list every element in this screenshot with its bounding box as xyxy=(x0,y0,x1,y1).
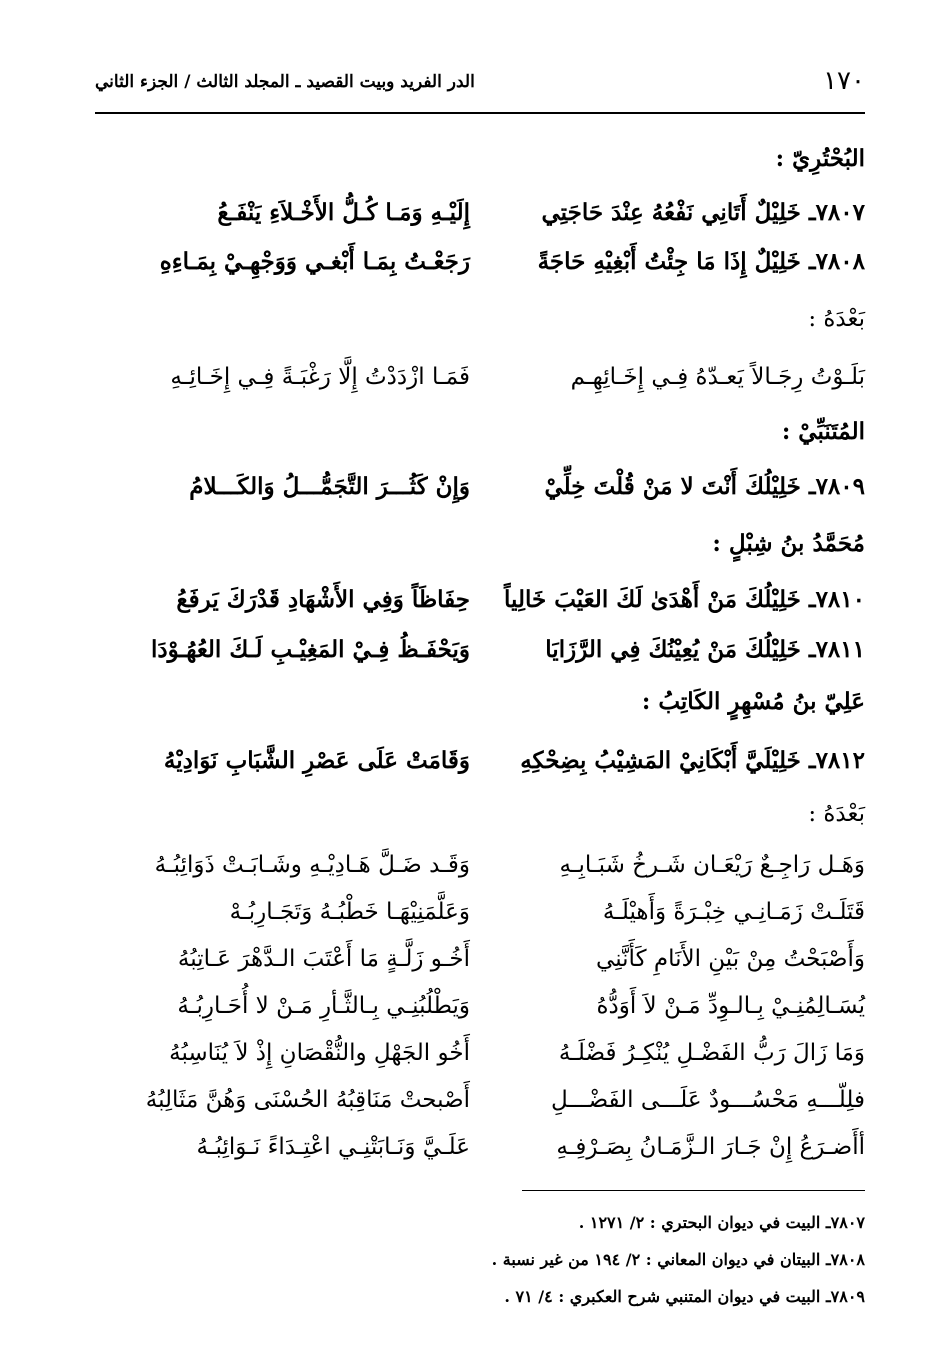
verse-second-hemistich: أَصْبحتْ مَنَاقِبُهُ الحُسْنَى وَهُنَّ مَثَالِبُهُ xyxy=(145,1087,470,1113)
verse-second-hemistich: وَإِنْ كَثُـــرَ التَّجَمُّـــلُ وَالكَـــلامُ xyxy=(189,473,470,500)
verse-line xyxy=(95,934,865,984)
footnote-separator xyxy=(522,1190,865,1191)
verse-second-hemistich: وَقَـد ضَـلَّ هَـادِيْـهِ وشَـابَـتْ ذَوَائِبُـهُ xyxy=(154,852,470,878)
verse-line xyxy=(95,575,865,625)
verse-first-hemistich: أأَضـرَعُ إِنْ جَـارَ الـزَّمَـانُ بِصَـرْفِـهِ xyxy=(556,1134,865,1160)
verse-line xyxy=(95,188,865,238)
verse-first-hemistich: ٧٨٠٨ـ خَلِيْلٌ إِذَا مَا جِئْتُ أَبْغِيْهِ حَاجَةً xyxy=(537,248,865,275)
verse-second-hemistich: وَعَلَّمَنِيْهَـا خَطْبُـهُ وَتَجَـارِبُـهْ xyxy=(229,899,470,925)
verse-line xyxy=(95,840,865,890)
verse-second-hemistich: إِلَيْـهِ وَمَـا كُـلُّ الأَخْـلاَءِ يَنْفَـعُ xyxy=(217,199,470,226)
verse-first-hemistich: قَتَلَـتْ زَمَـانِـي خِبْـرَةً وَأَهيْلَـهُ xyxy=(602,899,865,925)
verse-first-hemistich: ٧٨١٠ـ خَلِيْلُكَ مَنْ أَهْدَىٰ لَكَ العَيْبَ خَالِياً xyxy=(504,586,865,613)
verse-line xyxy=(95,1075,865,1125)
verse-first-hemistich: فلِلّـــهِ مَحْسُـــودٌ عَلَـــى الفَضْـــلِ xyxy=(550,1087,865,1113)
verse-second-hemistich: وَيَحْفَـظُ فِـيْ المَغِيْـبِ لَـكَ العُهُـوْدَا xyxy=(150,636,470,663)
header-rule xyxy=(95,112,865,114)
verse-second-hemistich: رَجَعْـتُ بِمَـا أَبْغـي وَوَجْهِـيْ بِمَـاءِهِ xyxy=(159,248,470,275)
verse-first-hemistich: ٧٨٠٧ـ خَلِيْلٌ أَتَانِي نَفْعُهُ عِنْدَ حَاجَتِي xyxy=(541,199,865,226)
verse-line xyxy=(95,237,865,287)
continuation-heading: بَعْدَهُ : xyxy=(808,306,865,332)
verse-line xyxy=(95,736,865,786)
verse-first-hemistich: وَأَصْبَحْتُ مِنْ بَيْنِ الأَنَامِ كَأَنَّنِي xyxy=(596,946,865,972)
poet-heading: المُتَنَبِّيْ : xyxy=(781,418,865,445)
verse-first-hemistich: ٧٨٠٩ـ خَلِيْلُكَ أَنْتَ لا مَنْ قُلْتَ خِلِّيْ xyxy=(544,473,865,500)
continuation-heading: بَعْدَهُ : xyxy=(808,801,865,827)
footnote: ٧٨٠٩ـ البيت في ديوان المتنبي شرح العكبري : ٤/ ٧١ . xyxy=(504,1287,865,1306)
footnote: ٧٨٠٨ـ البيتان في ديوان المعاني : ٢/ ١٩٤ من غير نسبة . xyxy=(491,1250,865,1269)
verse-line xyxy=(95,462,865,512)
page-number: ١٧٠ xyxy=(823,66,865,96)
verse-first-hemistich: يُسَـالِمُنِـيْ بِـالـوِدِّ مَـنْ لاَ أَوَدُّهُ xyxy=(596,993,865,1019)
poet-heading: عَلِيّ بنُ مُسْهِرٍ الكَاتِبُ : xyxy=(641,688,865,715)
poet-heading: البُحْتُرِيّ : xyxy=(775,145,865,172)
verse-first-hemistich: وَمَا زَالَ رَبُّ الفَضْـلِ يُنْكِـرُ فَضْلَـهُ xyxy=(558,1040,865,1066)
verse-second-hemistich: عَلَـيَّ وَنَـابَتْنِـي اعْتِـدَاءً نَـوَائِبُـهُ xyxy=(196,1134,470,1160)
verse-second-hemistich: أَخُو الجَهْلِ والنُّقْصَانِ إِذْ لاَ يُنَاسِبُهُ xyxy=(169,1040,470,1066)
running-title: الدر الفريد وبيت القصيد ـ المجلد الثالث / الجزء الثاني xyxy=(95,72,475,92)
verse-second-hemistich: وَقَامَتْ عَلَى عَصْرِ الشَّبَابِ نَوَادِيْهُ xyxy=(163,747,470,774)
poet-heading: مُحَمَّدُ بنُ شِبْلٍ : xyxy=(712,530,865,557)
page-header xyxy=(95,66,865,100)
verse-second-hemistich: أَخُـو زَلَّـةٍ مَا أَعْتَبَ الـدَّهْرَ عَـاتِبُهُ xyxy=(177,946,470,972)
verse-line xyxy=(95,1028,865,1078)
verse-second-hemistich: فَمَـا ازْدَدْتُ إِلَّا رَغْبَـةً فِـي إِخَـائِـهِ xyxy=(170,364,470,390)
verse-line xyxy=(95,352,865,402)
verse-first-hemistich: بَلَـوْتُ رِجَـالاً يَعـدّهُ فِـي إِخَـائِهِـم xyxy=(570,364,865,390)
verse-second-hemistich: وَيَطْلُبُنِـي بِـالثَّـأرِ مَـنْ لا أُحَـارِبُـهُ xyxy=(177,993,470,1019)
verse-first-hemistich: ٧٨١١ـ خَلِيْلُكَ مَنْ يُعِيْنُكَ فِي الرَّزَايَا xyxy=(545,636,865,663)
verse-line xyxy=(95,625,865,675)
verse-first-hemistich: وَهَـل رَاجِـعٌ رَيْعَـان شَـرخُ شَبَـابِـهِ xyxy=(559,852,865,878)
verse-second-hemistich: حِفَاظَاً وَفِي الأَشْهَادِ قَدْرَكَ يَرفَعُ xyxy=(176,586,470,613)
footnote: ٧٨٠٧ـ البيت في ديوان البحتري : ٢/ ١٢٧١ . xyxy=(578,1213,865,1232)
verse-first-hemistich: ٧٨١٢ـ خَلِيْلَيَّ أَبْكَانِيْ المَشِيْبُ بِضِحْكِهِ xyxy=(520,747,865,774)
verse-line xyxy=(95,1122,865,1172)
verse-line xyxy=(95,981,865,1031)
verse-line xyxy=(95,887,865,937)
